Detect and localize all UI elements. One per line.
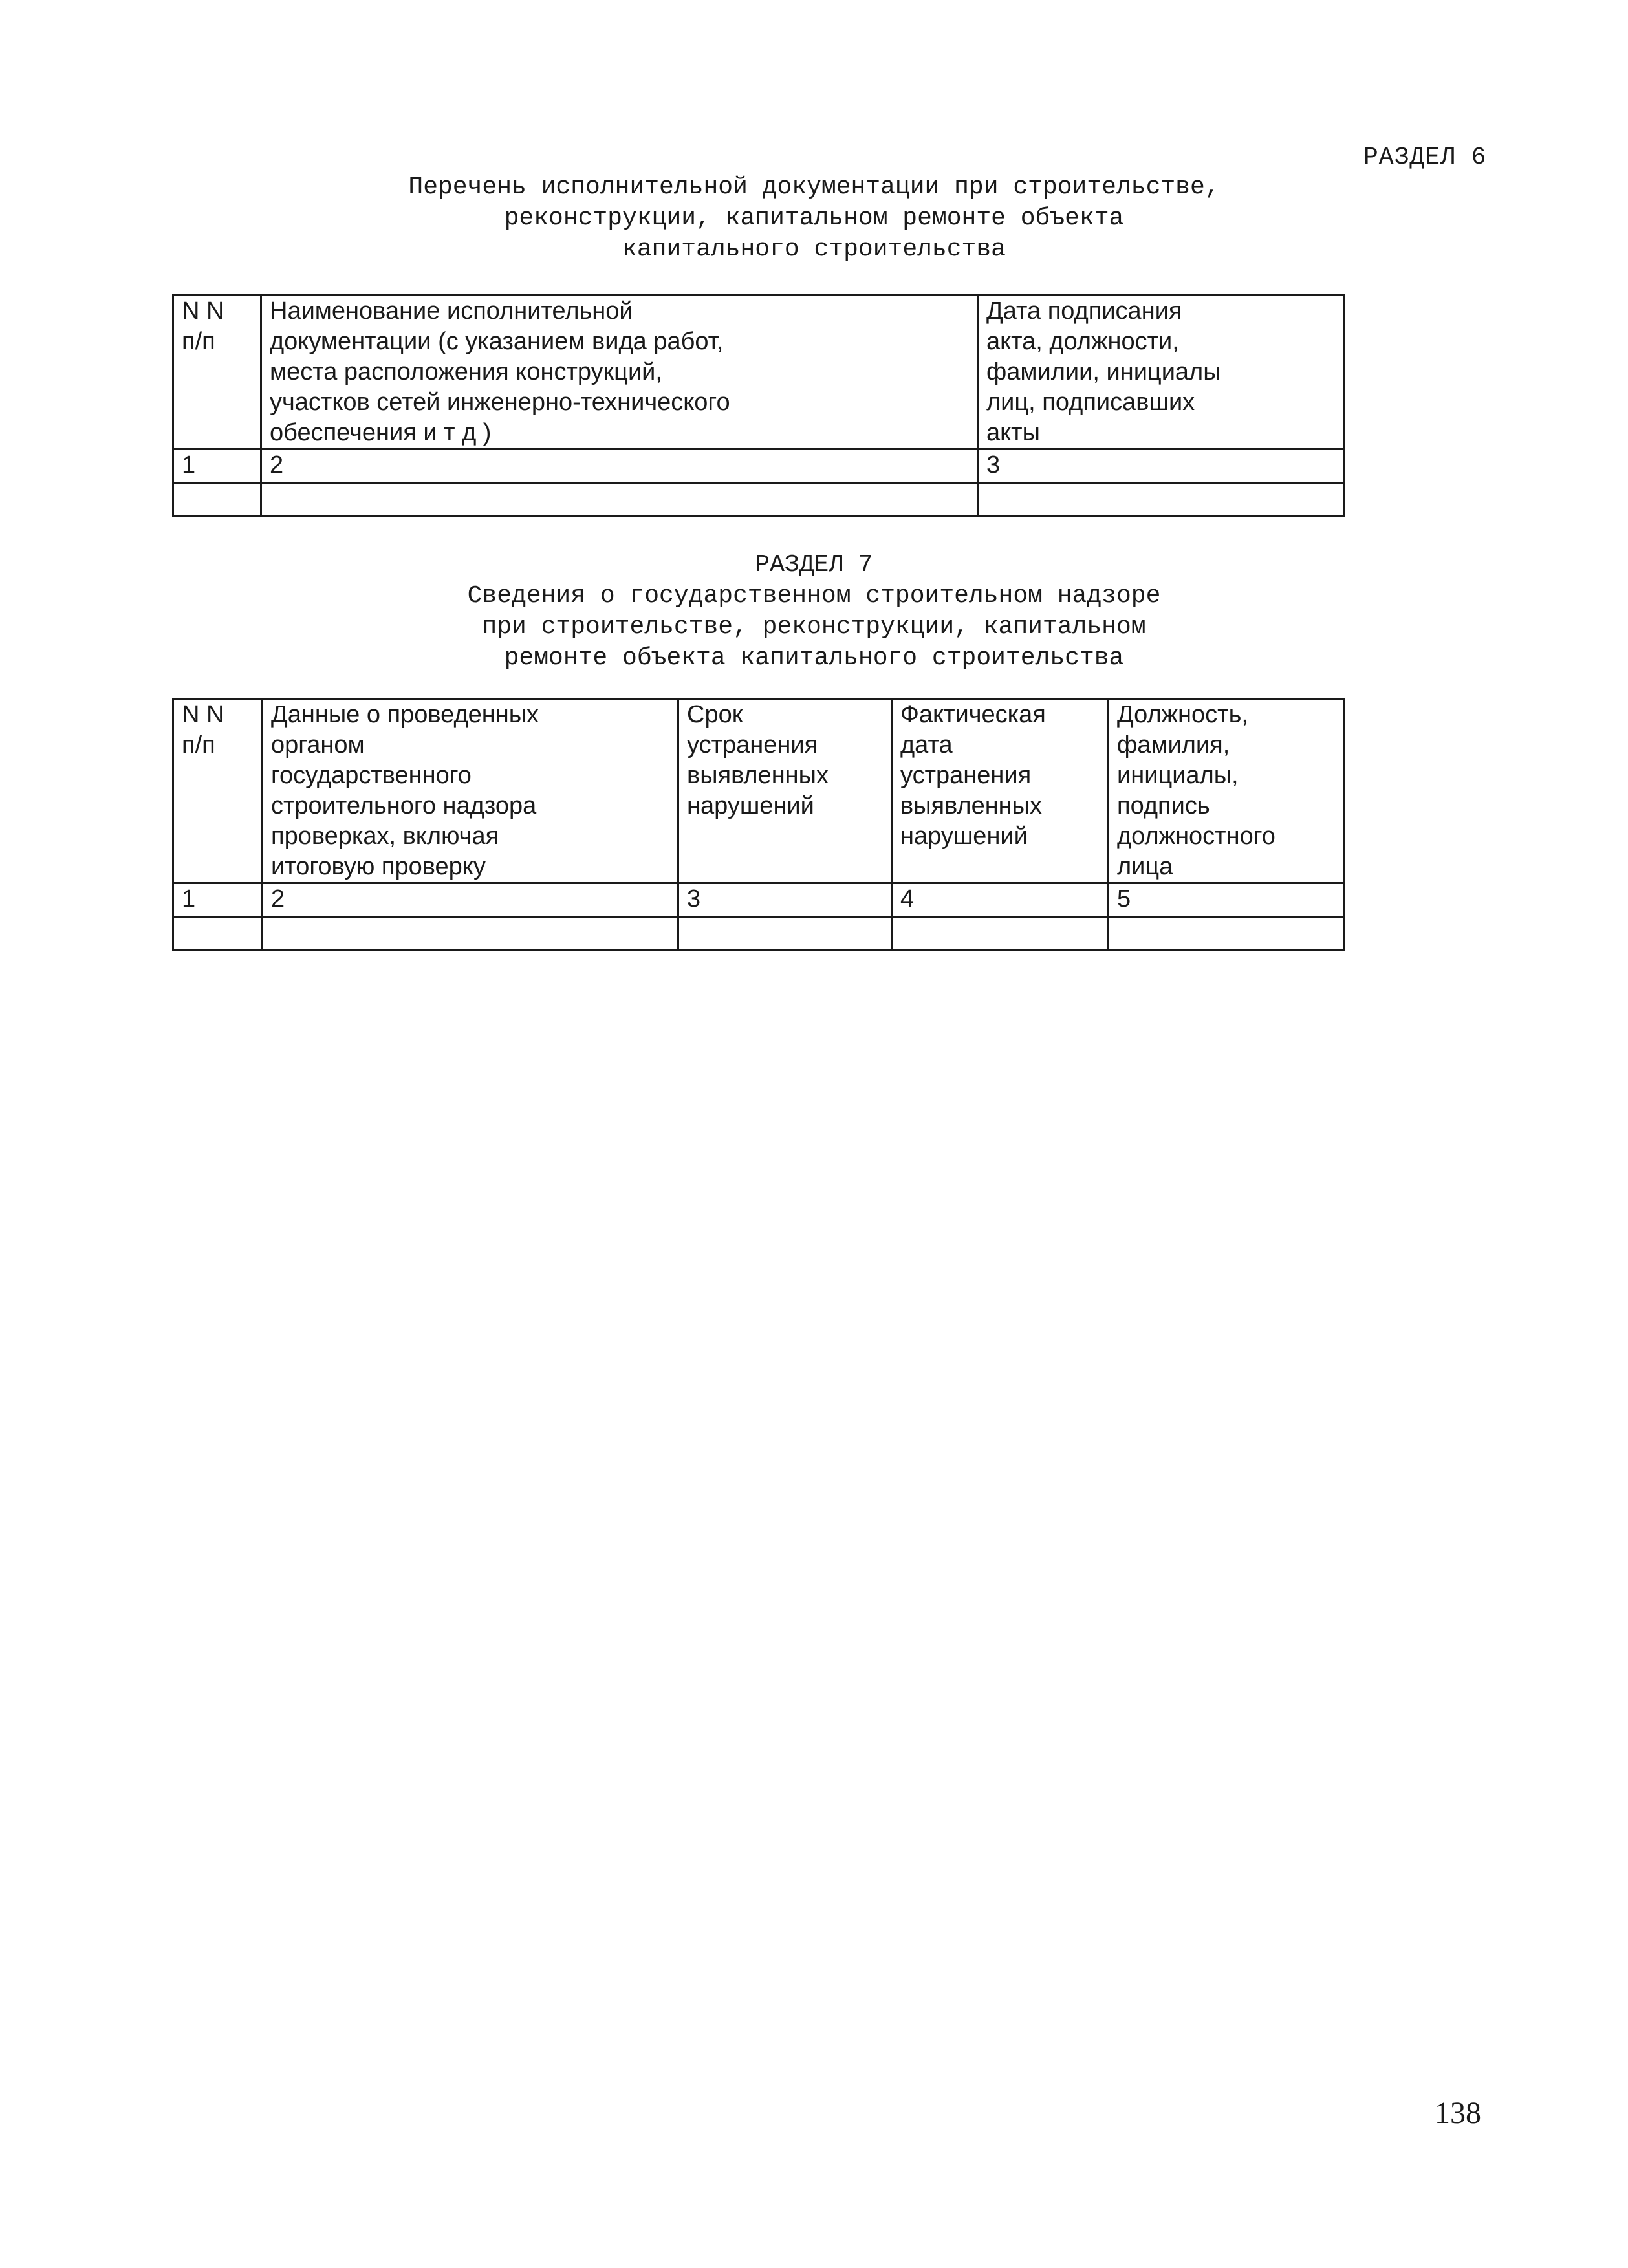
header-cell: Наименование исполнительной документации (с указанием вида работ, места расположения конструкций, участков сетей инженерно-технического обеспечения и т д ): [261, 296, 978, 449]
empty-cell: [892, 917, 1109, 951]
column-number: 4: [892, 883, 1109, 917]
header-cell: Срок устранения выявленных нарушений: [678, 699, 892, 883]
column-number: 1: [173, 883, 263, 917]
header-cell: N N п/п: [173, 699, 263, 883]
page-number: 138: [1435, 2096, 1481, 2130]
empty-cell: [1109, 917, 1344, 951]
section-6-title-line-3: капитального строительства: [622, 235, 1006, 263]
section-7-table: [172, 698, 1345, 951]
header-cell: Данные о проведенных органом государственного строительного надзора проверках, включая итоговую проверку: [263, 699, 678, 883]
empty-cell: [978, 483, 1344, 517]
table-number-row: [173, 883, 1344, 917]
column-number: 5: [1109, 883, 1344, 917]
column-number: 3: [678, 883, 892, 917]
table-empty-row: [173, 483, 1344, 517]
section-7-title-line-3: ремонте объекта капитального строительства: [504, 644, 1124, 672]
column-number: 3: [978, 449, 1344, 483]
header-cell: Фактическая дата устранения выявленных нарушений: [892, 699, 1109, 883]
column-number: 1: [173, 449, 261, 483]
empty-cell: [263, 917, 678, 951]
section-6-table: [172, 294, 1345, 517]
column-number: 2: [263, 883, 678, 917]
table-number-row: [173, 449, 1344, 483]
empty-cell: [173, 483, 261, 517]
empty-cell: [173, 917, 263, 951]
header-cell: Дата подписания акта, должности, фамилии, инициалы лиц, подписавших акты: [978, 296, 1344, 449]
column-number: 2: [261, 449, 978, 483]
header-cell: Должность, фамилия, инициалы, подпись должностного лица: [1109, 699, 1344, 883]
section-7-label: РАЗДЕЛ 7: [755, 551, 873, 579]
section-7-title-line-1: Сведения о государственном строительном надзоре: [467, 582, 1161, 610]
header-cell: N N п/п: [173, 296, 261, 449]
table-header-row: [173, 699, 1344, 883]
table-header-row: [173, 296, 1344, 449]
section-7-title-line-2: при строительстве, реконструкции, капитальном: [482, 613, 1146, 641]
section-6-label: РАЗДЕЛ 6: [1363, 144, 1487, 171]
empty-cell: [261, 483, 978, 517]
section-6-title-line-1: Перечень исполнительной документации при строительстве,: [408, 173, 1220, 201]
section-6-title-line-2: реконструкции, капитальном ремонте объекта: [504, 204, 1124, 232]
table-empty-row: [173, 917, 1344, 951]
empty-cell: [678, 917, 892, 951]
